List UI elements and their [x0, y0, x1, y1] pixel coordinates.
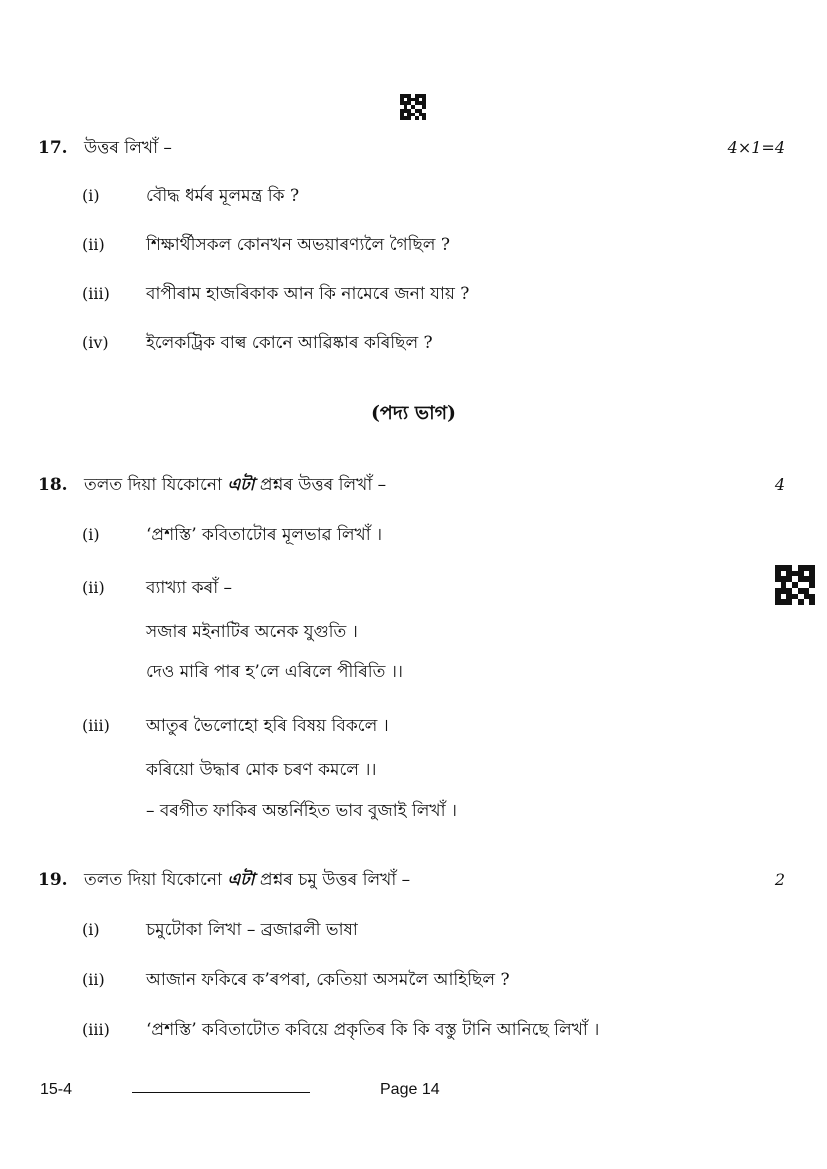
page-number: Page 14 [380, 1081, 440, 1098]
sub-question-text: ‘প্ৰশস্তি’ কবিতাটোত কবিয়ে প্ৰকৃতিৰ কি কি বস্তু টানি আনিছে লিখাঁ । [146, 1020, 600, 1040]
question-number: 17. [38, 138, 68, 158]
sub-question [82, 967, 767, 995]
roman-numeral: (i) [82, 920, 100, 939]
marks: 4 [774, 475, 785, 494]
qr-code-icon [400, 94, 426, 120]
sub-question-text: আজান ফকিৰে ক’ৰপৰা, কেতিয়া অসমলৈ আহিছিল ? [146, 970, 510, 990]
marks: 2 [774, 870, 785, 889]
question-number: 19. [38, 870, 68, 890]
sub-question [82, 713, 767, 741]
qr-code-icon [775, 565, 815, 605]
footer-divider [132, 1092, 310, 1093]
instruction-post: প্ৰশ্নৰ উত্তৰ লিখাঁ – [259, 475, 387, 495]
sub-question [82, 232, 767, 260]
sub-question [82, 183, 767, 211]
question-instruction [84, 472, 775, 500]
verse-line: সজাৰ মইনাটিৰ অনেক যুগুতি । [146, 622, 358, 642]
roman-numeral: (iii) [82, 1020, 110, 1039]
instruction-emphasis: এটা [227, 475, 255, 495]
section-title: (পদ্য ভাগ) [370, 402, 457, 424]
sub-question [82, 522, 767, 550]
instruction-emphasis: এটা [227, 870, 255, 890]
roman-numeral: (iii) [82, 284, 110, 303]
instruction-pre: তলত দিয়া যিকোনো [84, 870, 222, 890]
sub-question-text: চমুটোকা লিখা – ব্ৰজাৱলী ভাষা [146, 920, 358, 940]
roman-numeral: (iii) [82, 716, 110, 735]
paper-code: 15-4 [40, 1081, 73, 1098]
sub-question [82, 575, 767, 603]
roman-numeral: (i) [82, 186, 100, 205]
verse-line: কৰিয়ো উদ্ধাৰ মোক চৰণ কমলে ।। [146, 760, 377, 780]
sub-question [82, 281, 767, 309]
question-17-header [38, 135, 785, 163]
question-instruction [84, 867, 775, 895]
question-number: 18. [38, 475, 68, 495]
roman-numeral: (ii) [82, 970, 105, 989]
sub-question-text: বৌদ্ধ ধৰ্মৰ মূলমন্ত্ৰ কি ? [146, 186, 300, 206]
sub-question-text: ব্যাখ্যা কৰাঁ – [146, 578, 233, 598]
roman-numeral: (ii) [82, 235, 105, 254]
sub-question-text: ‘প্ৰশস্তি’ কবিতাটোৰ মূলভাৱ লিখাঁ । [146, 525, 383, 545]
roman-numeral: (iv) [82, 333, 109, 352]
verse-line: দেও মাৰি পাৰ হ’লে এৰিলে পীৰিতি ।। [146, 662, 403, 682]
question-instruction: উত্তৰ লিখাঁ – [84, 138, 172, 158]
sub-question-text: শিক্ষাৰ্থীসকল কোনখন অভয়াৰণ্যলৈ গৈছিল ? [146, 235, 450, 255]
instruction-post: প্ৰশ্নৰ চমু উত্তৰ লিখাঁ – [259, 870, 411, 890]
question-19-header [38, 867, 785, 895]
instruction-pre: তলত দিয়া যিকোনো [84, 475, 222, 495]
sub-question [82, 330, 767, 358]
sub-question-text: ইলেকট্ৰিক বাল্ব কোনে আৱিষ্কাৰ কৰিছিল ? [146, 333, 433, 353]
roman-numeral: (ii) [82, 578, 105, 597]
verse-line: – বৰগীত ফাকিৰ অন্তৰ্নিহিত ভাব বুজাই লিখাঁ । [146, 801, 458, 821]
sub-question [82, 1017, 767, 1045]
question-18-header [38, 472, 785, 500]
roman-numeral: (i) [82, 525, 100, 544]
sub-question [82, 917, 767, 945]
sub-question-text: আতুৰ ভৈলোহো হৰি বিষয় বিকলে । [146, 716, 389, 736]
sub-question-text: বাপীৰাম হাজৰিকাক আন কি নামেৰে জনা যায় ? [146, 284, 470, 304]
marks: 4×1=4 [727, 138, 785, 157]
